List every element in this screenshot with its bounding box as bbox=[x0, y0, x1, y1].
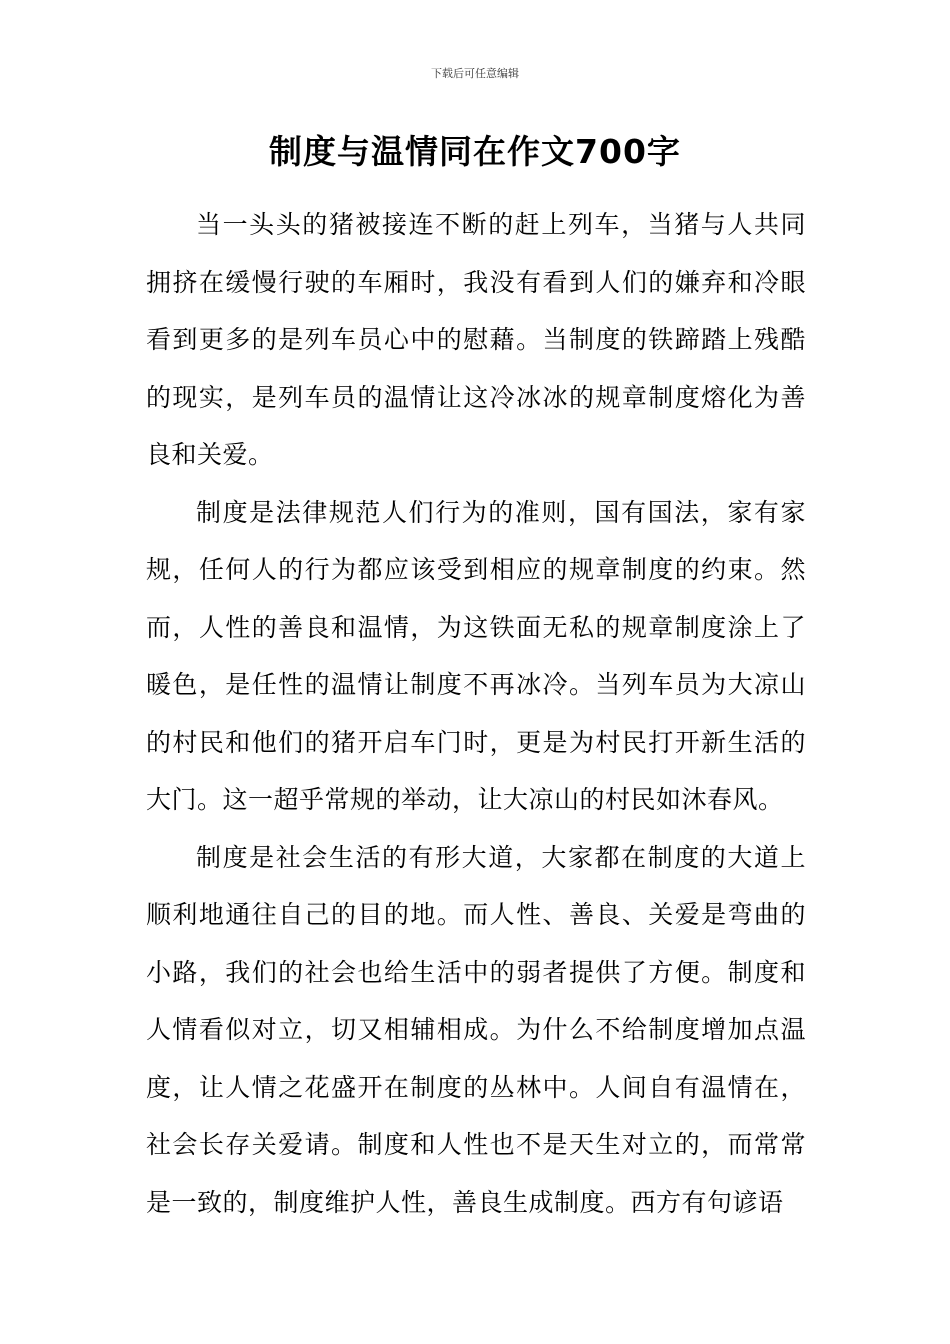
document-body bbox=[146, 196, 806, 1231]
paragraph-3: 制度是社会生活的有形大道，大家都在制度的大道上顺利地通往自己的目的地。而人性、善良、关爱是弯曲的小路，我们的社会也给生活中的弱者提供了方便。制度和人情看似对立，切又相辅相成。为什么不给制度增加点温度，让人情之花盛开在制度的丛林中。人间自有温情在，社会长存关爱请。制度和人性也不是天生对立的，而常常是一致的，制度维护人性，善良生成制度。西方有句谚语 bbox=[146, 842, 806, 1217]
paragraph-1: 当一头头的猪被接连不断的赶上列车，当猪与人共同拥挤在缓慢行驶的车厢时，我没有看到人们的嫌弃和冷眼看到更多的是列车员心中的慰藉。当制度的铁蹄踏上残酷的现实，是列车员的温情让这冷冰冰的规章制度熔化为善良和关爱。 bbox=[146, 210, 806, 469]
header-note: 下载后可任意编辑 bbox=[431, 67, 519, 80]
paragraph-2: 制度是法律规范人们行为的准则，国有国法，家有家规，任何人的行为都应该受到相应的规章制度的约束。然而，人性的善良和温情，为这铁面无私的规章制度涂上了暖色，是任性的温情让制度不再冰冷。当列车员为大凉山的村民和他们的猪开启车门时，更是为村民打开新生活的大门。这一超乎常规的举动，让大凉山的村民如沐春风。 bbox=[146, 497, 806, 814]
document-title: 制度与温情同在作文700字 bbox=[269, 132, 681, 171]
